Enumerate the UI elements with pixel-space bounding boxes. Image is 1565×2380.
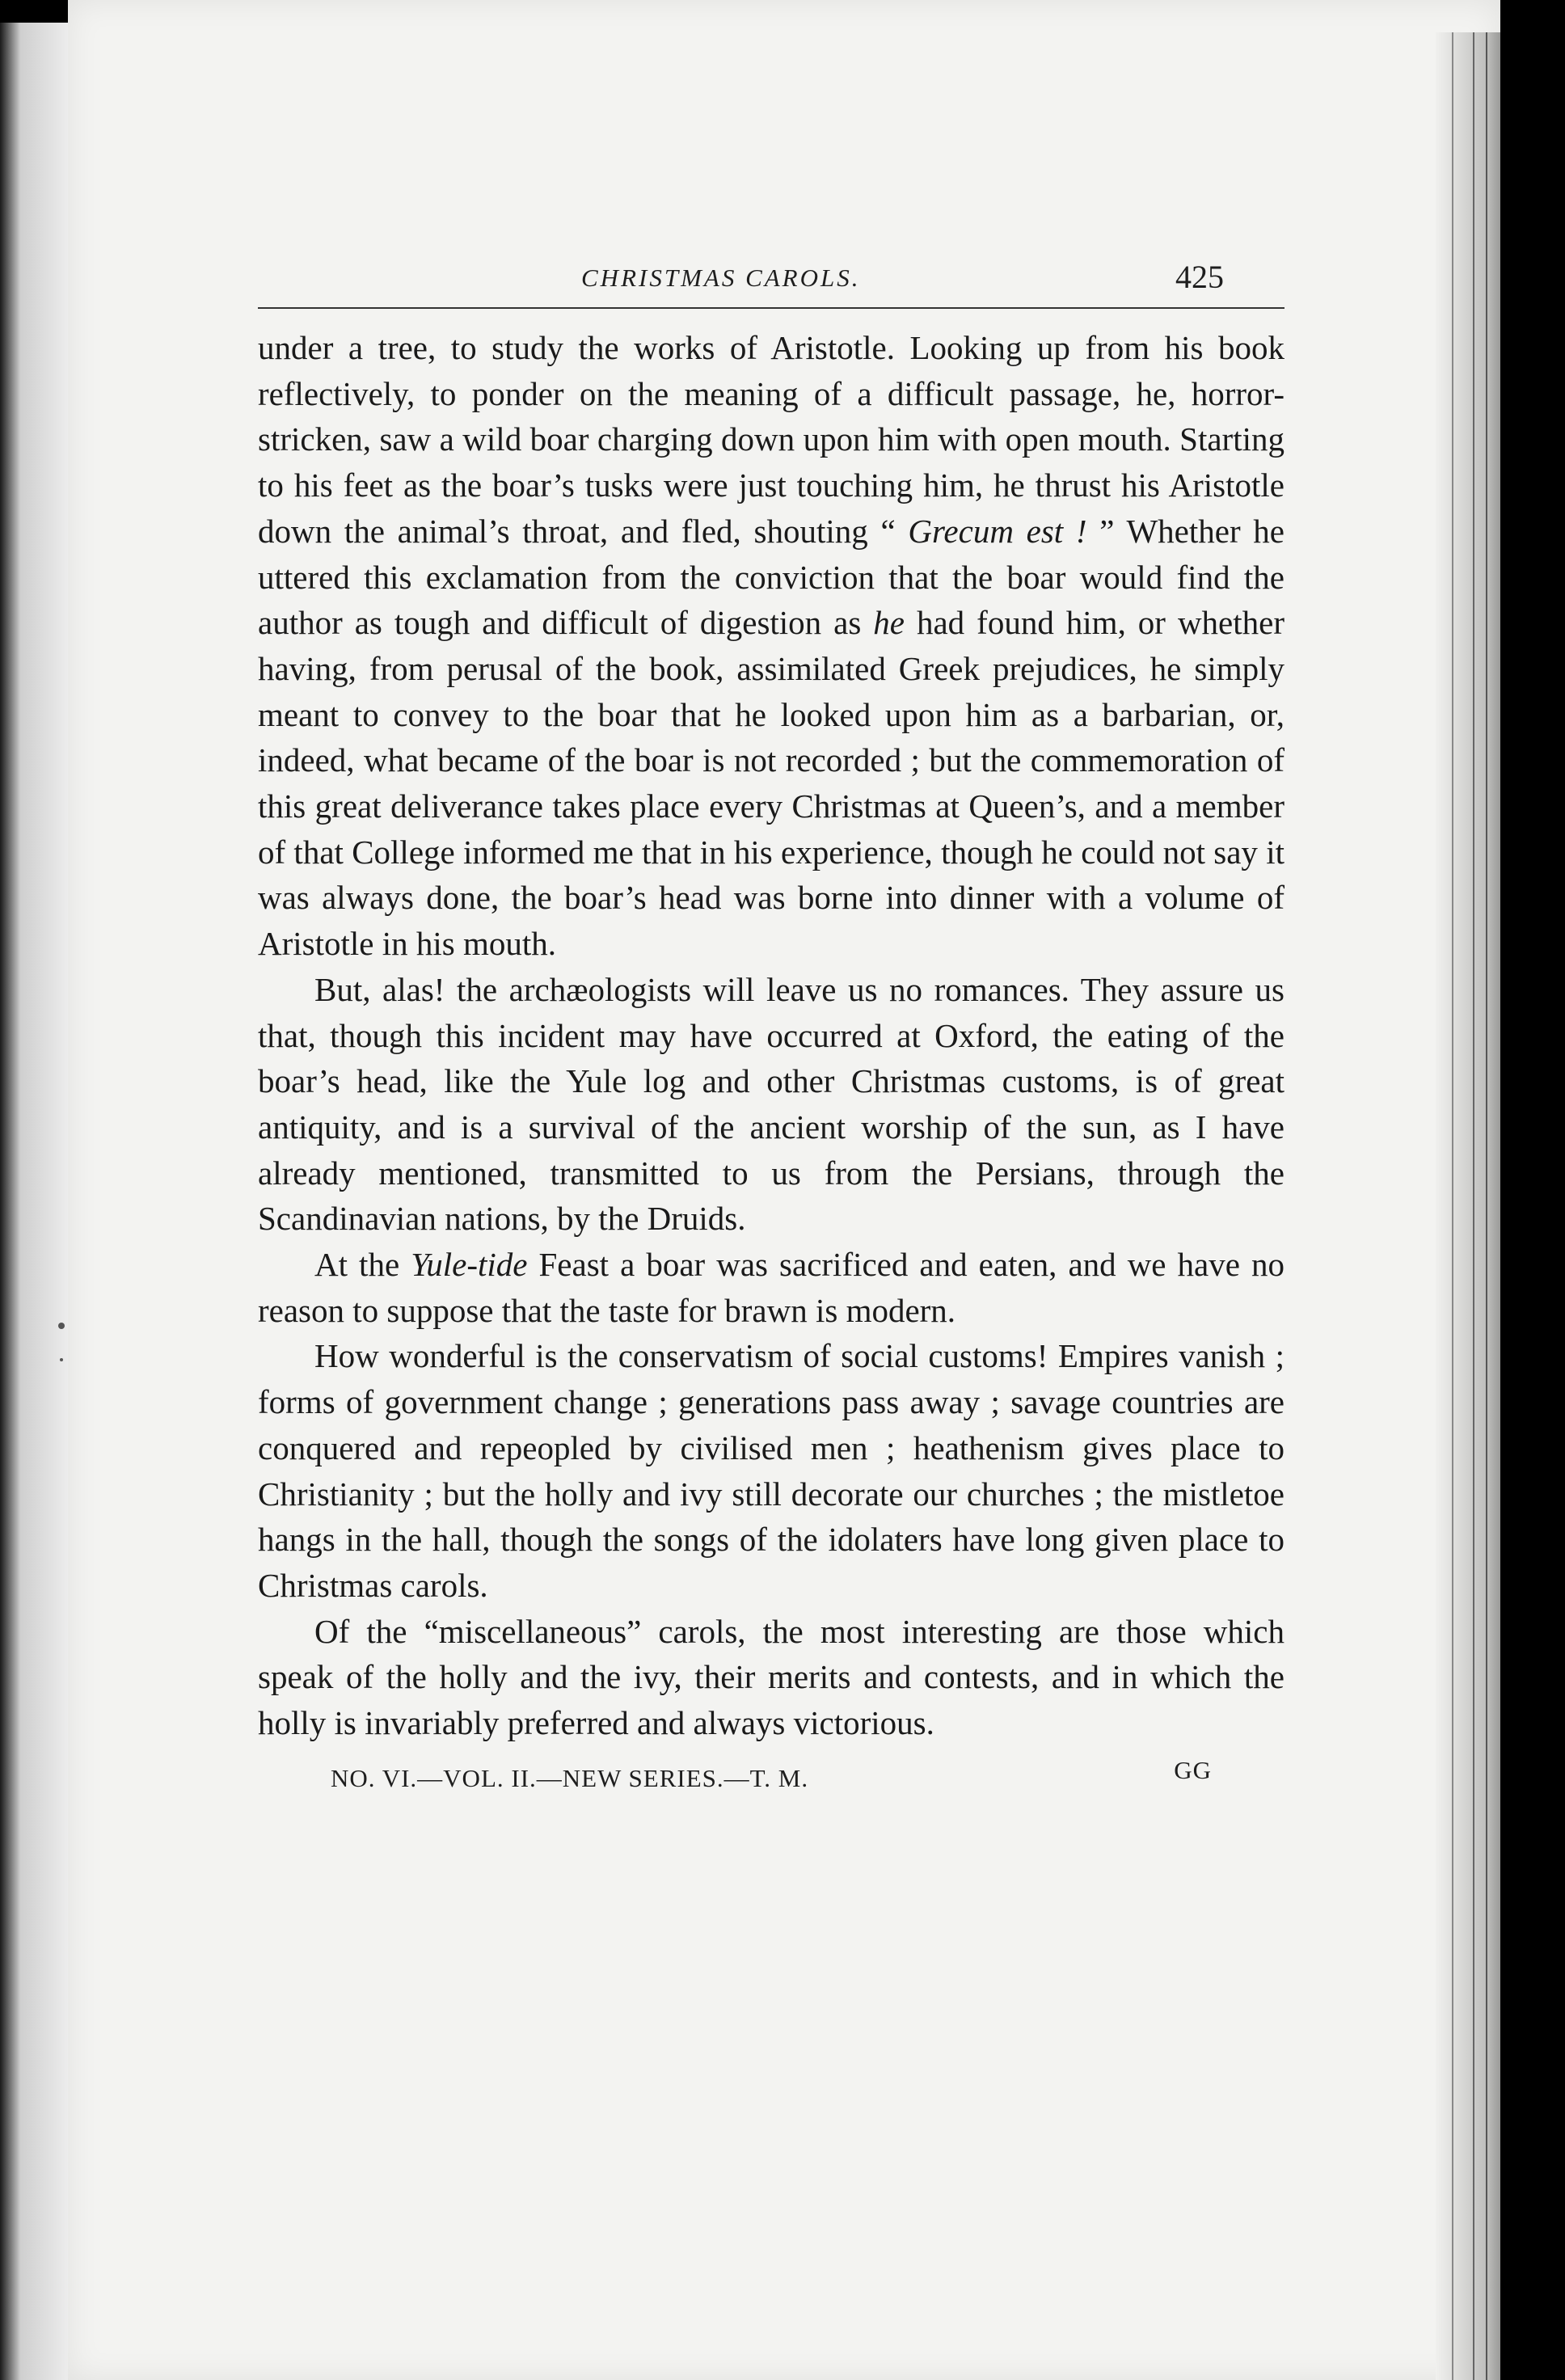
italic-text: Yule-tide [411, 1246, 528, 1284]
paragraph [258, 1609, 1284, 1746]
text-run: At the [314, 1246, 411, 1284]
paragraph [258, 1242, 1284, 1333]
running-title: CHRISTMAS CAROLS. [581, 264, 861, 292]
text-run: had found him, or whether having, from perusal of the book, assimilated Greek prejudices, he simply meant to convey to the boar that he looked upon him as a barbarian, or, indeed, what became of the boar is not recorded ; but the commemoration of this great deliverance takes place every Christmas at Queen’s, and a member of that College informed me that in his experience, though he could not say it was always done, the boar’s head was borne into dinner with a volume of Aristotle in his mouth. [258, 604, 1284, 963]
text-run: How wonderful is the conservatism of social customs! Empires vanish ; forms of government change ; generations pass away ; savage countries are conquered and repeopled by civilised men ; heathenism gives place to Christianity ; but the holly and ivy still decorate our churches ; the mistletoe hangs in the hall, though the songs of the idolaters have long given place to Christmas carols. [258, 1337, 1284, 1604]
margin-mark [60, 1358, 63, 1361]
adjacent-page-edge [0, 23, 68, 2380]
page-number: 425 [1175, 259, 1224, 295]
italic-text: Grecum est ! [908, 512, 1087, 550]
paragraph [258, 967, 1284, 1242]
text-run: But, alas! the archæologists will leave us no romances. They assure us that, though this incident may have occurred at Oxford, the eating of the boar’s head, like the Yule log and other Christmas customs, is of great antiquity, and is a survival of the ancient worship of the sun, as I have already mentioned, transmitted to us from the Persians, through the Scandinavian nations, by the Druids. [258, 970, 1284, 1238]
book-page [68, 0, 1500, 2380]
paragraph [258, 325, 1284, 967]
text-run: Of the “miscellaneous” carols, the most interesting are those which speak of the holly and the ivy, their merits and contests, and in which the holly is invariably preferred and always victorious. [258, 1612, 1284, 1742]
body-text [258, 325, 1284, 1746]
signature-line [258, 1756, 1284, 1804]
page-stack-edge [1436, 32, 1500, 2380]
signature-mark: NO. VI.—VOL. II.—NEW SERIES.—T. M. [331, 1763, 809, 1792]
running-head [258, 243, 1284, 309]
page-content [258, 243, 1284, 1804]
gathering-mark: GG [1174, 1755, 1212, 1784]
text-run: ” Whether he uttered this exclamation from the conviction that the boar would find the author as tough and difficult of digestion as [258, 512, 1285, 642]
text-run: Feast a boar was sacrificed and eaten, and we have no reason to suppose that the taste for brawn is modern. [258, 1246, 1284, 1329]
margin-mark [58, 1323, 65, 1329]
italic-text: he [873, 604, 905, 642]
paragraph [258, 1333, 1284, 1608]
text-run: under a tree, to study the works of Aristotle. Looking up from his book reflectively, to ponder on the meaning of a difficult passage, he, horror-stricken, saw a wild boar charging down upon him with open mouth. Starting to his feet as the boar’s tusks were just touching him, he thrust his Aristotle down the animal’s throat, and fled, shouting “ [258, 329, 1284, 550]
